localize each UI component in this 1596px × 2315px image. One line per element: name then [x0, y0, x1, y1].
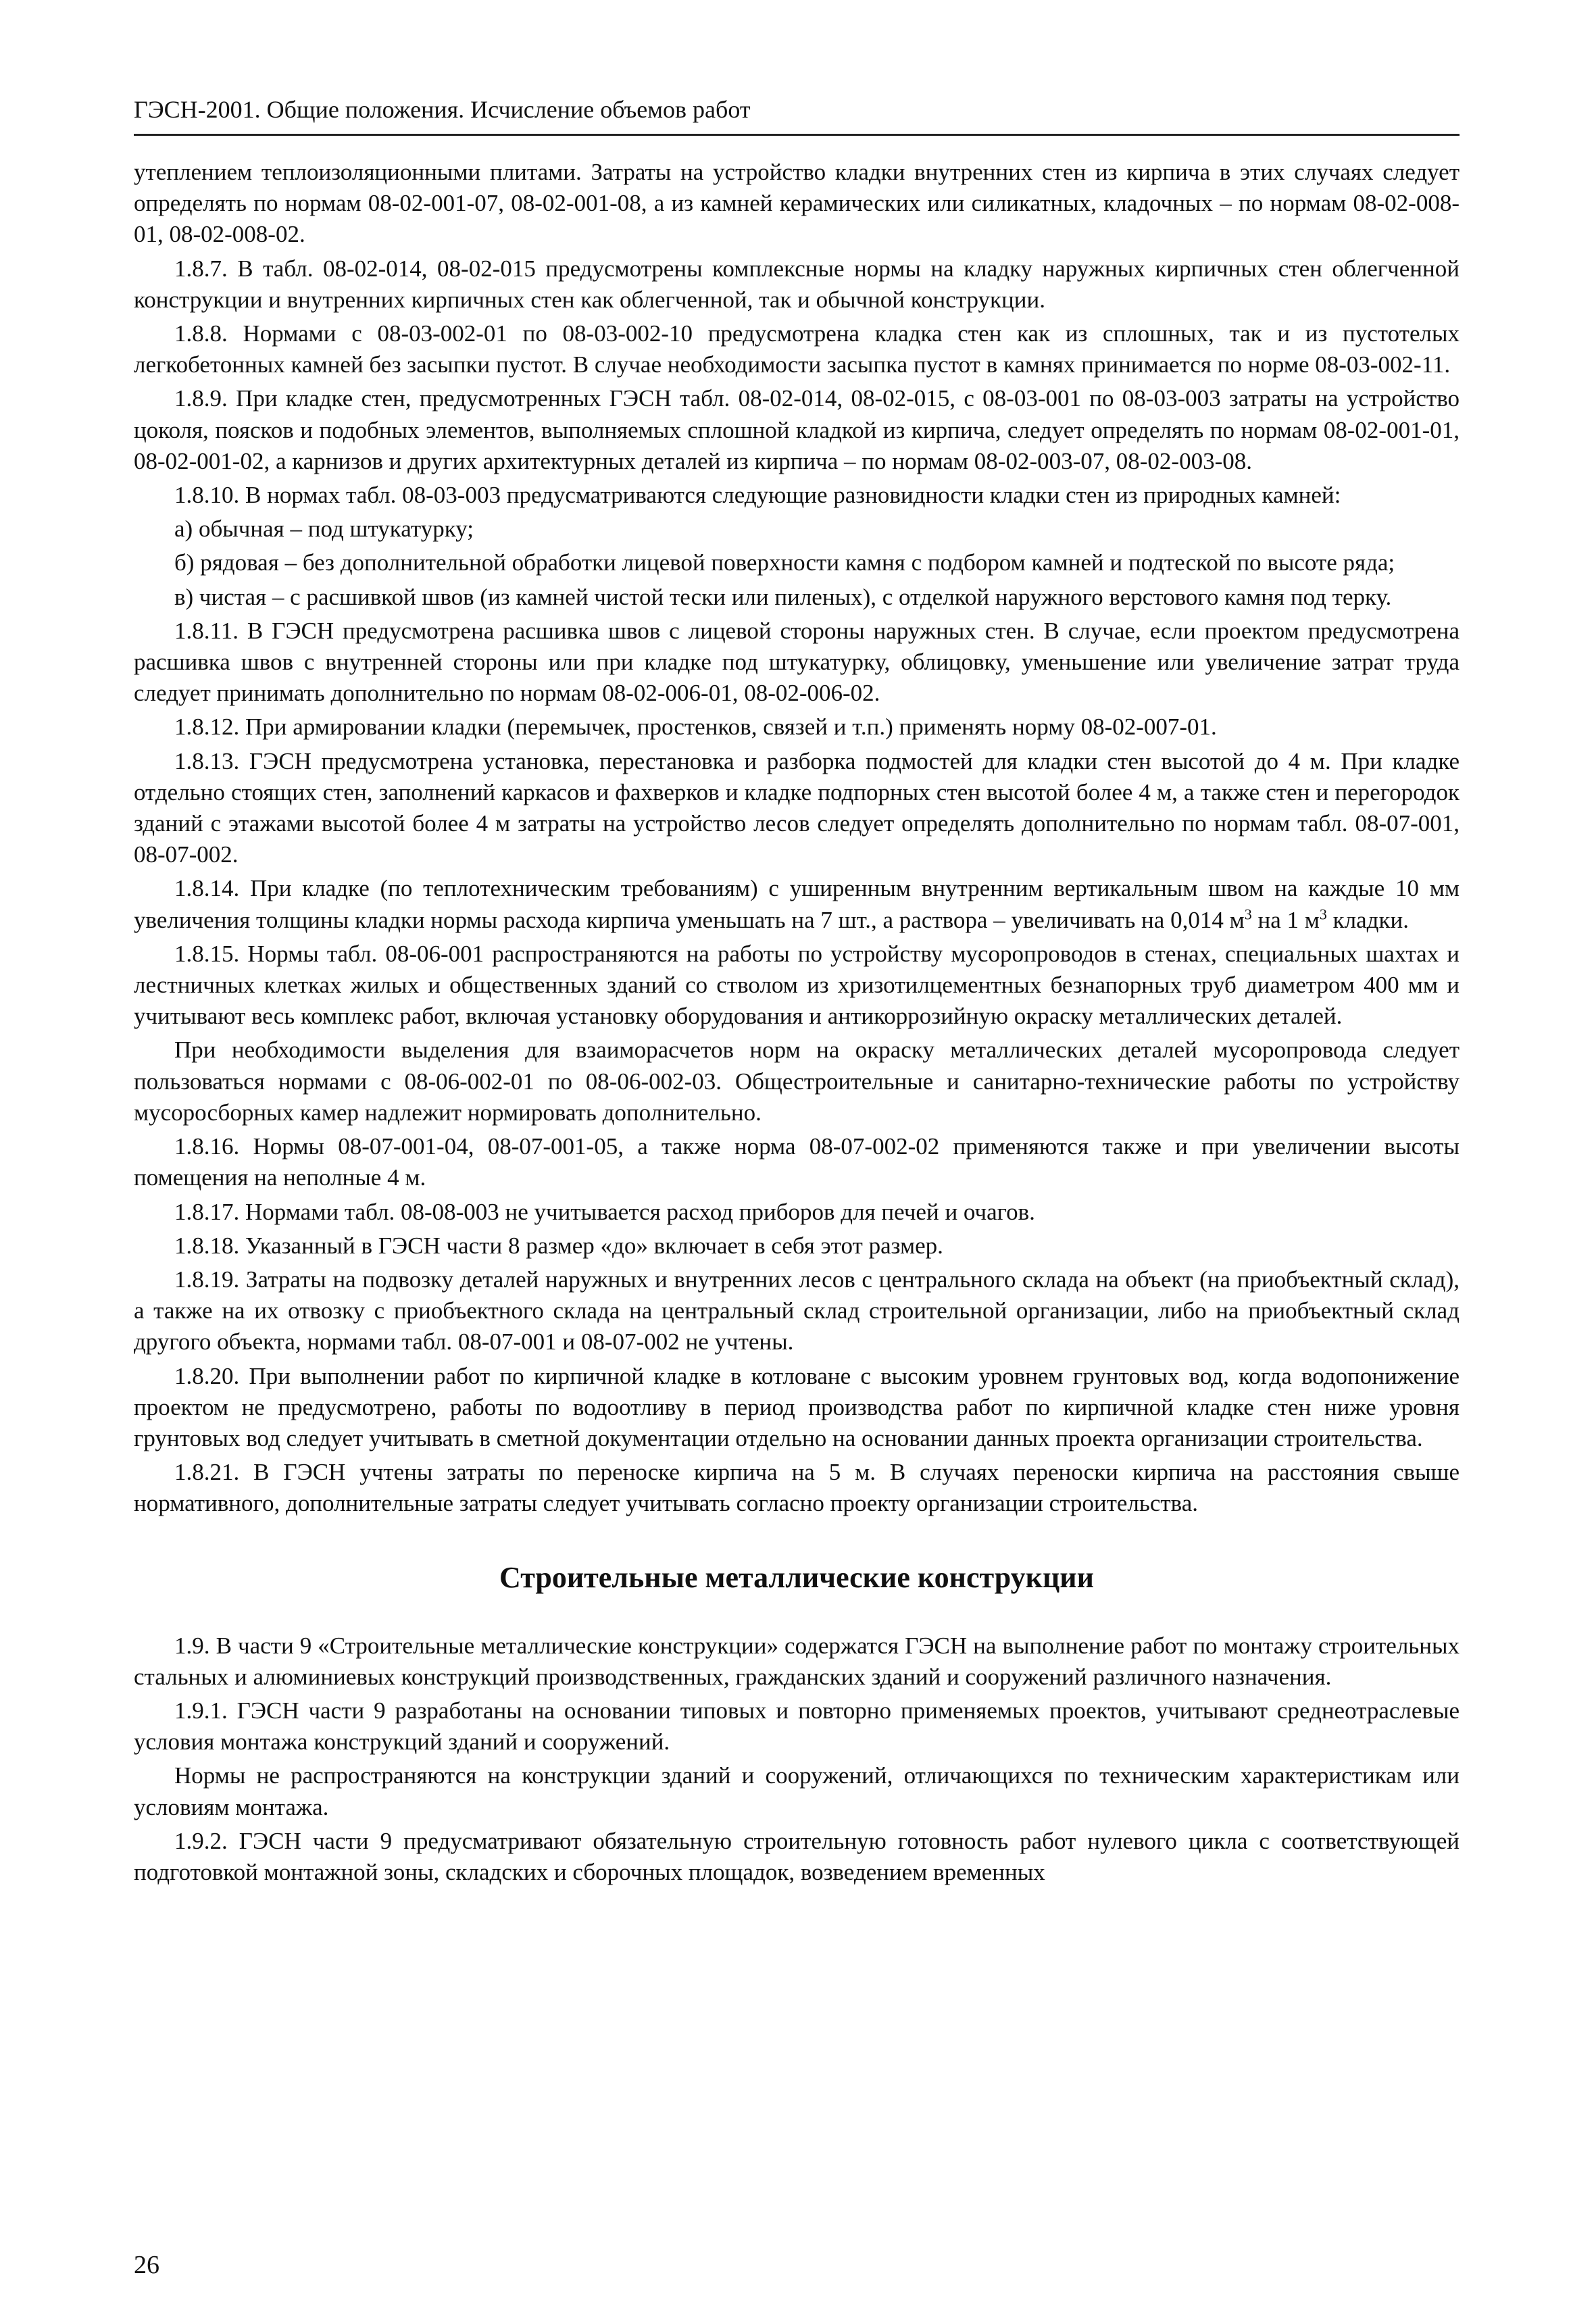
paragraph-1-8-8: 1.8.8. Нормами с 08-03-002-01 по 08-03-002-10 предусмотрена кладка стен как из сплошных, так и из пустотелых легкобетонных камней без засыпки пустот. В случае необходимости засыпка пустот в камнях принимается по норме 08-03-002-11.	[134, 320, 1460, 378]
paragraph-1-8-14-text: 1.8.14. При кладке (по теплотехническим требованиям) с уширенным внутренним вертикальным швом на каждые 10 мм увеличения толщины кладки нормы расхода кирпича уменьшать на 7 шт., а раствора – увеличивать на 0,014 м	[134, 875, 1460, 933]
paragraph-1-8-7: 1.8.7. В табл. 08-02-014, 08-02-015 предусмотрены комплексные нормы на кладку наружных кирпичных стен облегченной конструкции и внутренних кирпичных стен как облегченной, так и обычной конструкции.	[134, 255, 1460, 313]
paragraph-1-8-17: 1.8.17. Нормами табл. 08-08-003 не учитывается расход приборов для печей и очагов.	[174, 1198, 1035, 1225]
running-header: ГЭСН-2001. Общие положения. Исчисление объемов работ	[134, 96, 751, 123]
paragraph-1-9: 1.9. В части 9 «Строительные металлические конструкции» содержатся ГЭСН на выполнение работ по монтажу строительных стальных и алюминиевых конструкций производственных, гражданских зданий и сооружений различного назначения.	[134, 1632, 1460, 1690]
body-text	[134, 157, 1460, 1891]
paragraph-1-8-11: 1.8.11. В ГЭСН предусмотрена расшивка швов с лицевой стороны наружных стен. В случае, если проектом предусмотрена расшивка швов с внутренней стороны или при кладке под штукатурку, облицовку, уменьшение или увеличение затрат труда следует принимать дополнительно по нормам 08-02-006-01, 08-02-006-02.	[134, 617, 1460, 707]
list-item-a: а) обычная – под штукатурку;	[174, 516, 474, 543]
list-item-b: б) рядовая – без дополнительной обработки лицевой поверхности камня с подбором камней и подтеской по высоте ряда;	[174, 549, 1395, 576]
paragraph-1-8-9: 1.8.9. При кладке стен, предусмотренных ГЭСН табл. 08-02-014, 08-02-015, с 08-03-001 по 08-03-003 затраты на устройство цоколя, поясков и подобных элементов, выполняемых сплошной кладкой из кирпича, следует определять по нормам 08-02-001-01, 08-02-001-02, а карнизов и других архитектурных деталей из кирпича – по нормам 08-02-003-07, 08-02-003-08.	[134, 385, 1460, 474]
paragraph-1-8-12: 1.8.12. При армировании кладки (перемычек, простенков, связей и т.п.) применять норму 08-02-007-01.	[174, 714, 1217, 741]
section-title: Строительные металлические конструкции	[499, 1560, 1094, 1594]
paragraph-1-8-19: 1.8.19. Затраты на подвозку деталей наружных и внутренних лесов с центрального склада на объект (на приобъектный склад), а также на их отвозку с приобъектного склада на центральный склад строительной организации, либо на приобъектный склад другого объекта, нормами табл. 08-07-001 и 08-07-002 не учтены.	[134, 1266, 1460, 1355]
paragraph-1-9-2: 1.9.2. ГЭСН части 9 предусматривают обязательную строительную готовность работ нулевого цикла с соответствующей подготовкой монтажной зоны, складских и сборочных площадок, возведением временных	[134, 1827, 1460, 1885]
paragraph-1-8-16: 1.8.16. Нормы 08-07-001-04, 08-07-001-05, а также норма 08-07-002-02 применяются также и при увеличении высоты помещения на неполные 4 м.	[134, 1133, 1460, 1191]
paragraph-1-9-1: 1.9.1. ГЭСН части 9 разработаны на основании типовых и повторно применяемых проектов, учитывают среднеотраслевые условия монтажа конструкций зданий и сооружений.	[134, 1697, 1460, 1756]
paragraph-1-8-14	[134, 873, 1460, 935]
paragraph-1-8-10: 1.8.10. В нормах табл. 08-03-003 предусматриваются следующие разновидности кладки стен из природных камней:	[174, 482, 1341, 509]
paragraph-1-8-15: 1.8.15. Нормы табл. 08-06-001 распространяются на работы по устройству мусоропроводов в стенах, специальных шахтах и лестничных клетках жилых и общественных зданий со стволом из хризотилцементных безнапорных труб диаметром 400 мм и учитывают весь комплекс работ, включая установку оборудования и антикоррозийную окраску металлических деталей.	[134, 940, 1460, 1030]
paragraph-continuation: утеплением теплоизоляционными плитами. Затраты на устройство кладки внутренних стен из кирпича в этих случаях следует определять по нормам 08-02-001-07, 08-02-001-08, а из камней керамических или силикатных, кладочных – по нормам 08-02-008-01, 08-02-008-02.	[134, 159, 1460, 248]
superscript-cubic: 3	[1244, 905, 1252, 923]
paragraph-1-8-15-cont: При необходимости выделения для взаиморасчетов норм на окраску металлических деталей мусоропровода следует пользоваться нормами с 08-06-002-01 по 08-06-002-03. Общестроительные и санитарно-технические работы по устройству мусоросборных камер надлежит нормировать дополнительно.	[134, 1037, 1460, 1126]
paragraph-1-9-1-cont: Нормы не распространяются на конструкции зданий и сооружений, отличающихся по техническим характеристикам или условиям монтажа.	[134, 1762, 1460, 1820]
paragraph-1-8-21: 1.8.21. В ГЭСН учтены затраты по переноске кирпича на 5 м. В случаях переноски кирпича на расстояния свыше нормативного, дополнительные затраты следует учитывать согласно проекту организации строительства.	[134, 1459, 1460, 1517]
list-item-v: в) чистая – с расшивкой швов (из камней чистой тески или пиленых), с отделкой наружного верстового камня под терку.	[174, 583, 1392, 610]
paragraph-1-8-13: 1.8.13. ГЭСН предусмотрена установка, перестановка и разборка подмостей для кладки стен высотой до 4 м. При кладке отдельно стоящих стен, заполнений каркасов и фахверков и кладке подпорных стен высотой более 4 м, а также стен и перегородок зданий с этажами высотой более 4 м затраты на устройство лесов следует определять дополнительно по нормам табл. 08-07-001, 08-07-002.	[134, 747, 1460, 868]
page-number: 26	[134, 2251, 159, 2279]
paragraph-1-8-14-mid: на 1 м	[1251, 906, 1320, 933]
superscript-cubic-2: 3	[1319, 905, 1327, 923]
paragraph-1-8-20: 1.8.20. При выполнении работ по кирпичной кладке в котловане с высоким уровнем грунтовых вод, когда водопонижение проектом не предусмотрено, работы по водоотливу в период производства работ по кирпичной кладке стен ниже уровня грунтовых вод следует учитывать в сметной документации отдельно на основании данных проекта организации строительства.	[134, 1362, 1460, 1451]
header-rule	[134, 134, 1460, 136]
paragraph-1-8-18: 1.8.18. Указанный в ГЭСН части 8 размер «до» включает в себя этот размер.	[174, 1232, 943, 1259]
paragraph-1-8-14-end: кладки.	[1326, 906, 1409, 933]
